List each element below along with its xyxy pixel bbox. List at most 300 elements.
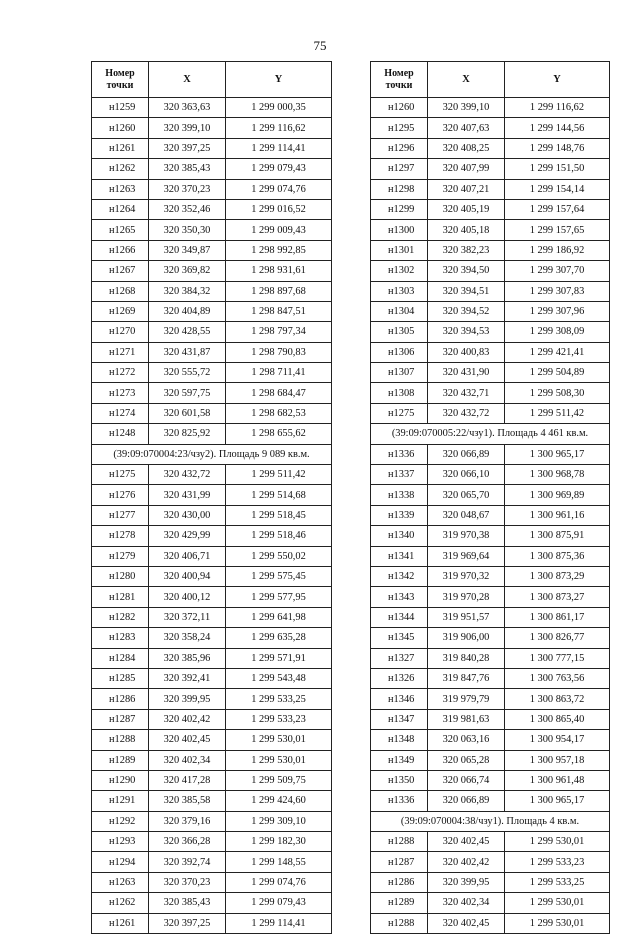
- page-number: 75: [313, 38, 327, 53]
- x-coordinate-cell: 320 363,63: [149, 98, 226, 118]
- x-coordinate-cell: 320 397,25: [149, 913, 226, 933]
- x-coordinate-cell: 320 065,28: [428, 750, 505, 770]
- point-number-cell: н1285: [92, 668, 149, 688]
- table-row: [92, 607, 332, 627]
- table-row: [92, 261, 332, 281]
- x-coordinate-cell: 320 392,74: [149, 852, 226, 872]
- table-row: [92, 730, 332, 750]
- table-row: [92, 240, 332, 260]
- point-number-cell: н1300: [371, 220, 428, 240]
- header-x: X: [428, 62, 505, 98]
- point-number-cell: н1303: [371, 281, 428, 301]
- x-coordinate-cell: 320 555,72: [149, 363, 226, 383]
- x-coordinate-cell: 320 370,23: [149, 179, 226, 199]
- point-number-cell: н1278: [92, 526, 149, 546]
- table-row: [92, 648, 332, 668]
- x-coordinate-cell: 320 402,45: [149, 730, 226, 750]
- x-coordinate-cell: 319 981,63: [428, 709, 505, 729]
- point-number-cell: н1265: [92, 220, 149, 240]
- y-coordinate-cell: 1 299 571,91: [226, 648, 332, 668]
- y-coordinate-cell: 1 299 307,83: [505, 281, 610, 301]
- point-number-cell: н1261: [92, 138, 149, 158]
- y-coordinate-cell: 1 299 186,92: [505, 240, 610, 260]
- x-coordinate-cell: 320 369,82: [149, 261, 226, 281]
- table-row: [92, 505, 332, 525]
- y-coordinate-cell: 1 299 641,98: [226, 607, 332, 627]
- point-number-cell: н1340: [371, 526, 428, 546]
- y-coordinate-cell: 1 300 826,77: [505, 628, 610, 648]
- table-row: [371, 607, 610, 627]
- x-coordinate-cell: 320 402,34: [149, 750, 226, 770]
- x-coordinate-cell: 319 970,32: [428, 566, 505, 586]
- point-number-cell: н1275: [92, 465, 149, 485]
- x-coordinate-cell: 320 397,25: [149, 138, 226, 158]
- x-coordinate-cell: 320 048,67: [428, 505, 505, 525]
- point-number-cell: н1263: [92, 179, 149, 199]
- table-row: [371, 138, 610, 158]
- header-point-number: Номер точки: [92, 62, 149, 98]
- x-coordinate-cell: 320 394,51: [428, 281, 505, 301]
- x-coordinate-cell: 320 066,10: [428, 465, 505, 485]
- table-row: [92, 199, 332, 219]
- table-row: [371, 587, 610, 607]
- point-number-cell: н1347: [371, 709, 428, 729]
- x-coordinate-cell: 320 430,00: [149, 505, 226, 525]
- table-row: [371, 444, 610, 464]
- x-coordinate-cell: 320 404,89: [149, 301, 226, 321]
- point-number-cell: н1295: [371, 118, 428, 138]
- table-row: [92, 138, 332, 158]
- header-y: Y: [226, 62, 332, 98]
- point-number-cell: н1339: [371, 505, 428, 525]
- y-coordinate-cell: 1 299 530,01: [505, 913, 610, 933]
- point-number-cell: н1248: [92, 424, 149, 444]
- table-body-right: [371, 98, 610, 934]
- table-row: [92, 98, 332, 118]
- point-number-cell: н1306: [371, 342, 428, 362]
- point-number-cell: н1272: [92, 363, 149, 383]
- table-row: [371, 526, 610, 546]
- x-coordinate-cell: 320 408,25: [428, 138, 505, 158]
- point-number-cell: н1304: [371, 301, 428, 321]
- x-coordinate-cell: 320 402,42: [428, 852, 505, 872]
- x-coordinate-cell: 320 431,90: [428, 363, 505, 383]
- table-row: [92, 383, 332, 403]
- y-coordinate-cell: 1 300 875,91: [505, 526, 610, 546]
- y-coordinate-cell: 1 299 530,01: [505, 832, 610, 852]
- y-coordinate-cell: 1 299 575,45: [226, 566, 332, 586]
- x-coordinate-cell: 320 402,45: [428, 913, 505, 933]
- table-row: [92, 159, 332, 179]
- point-number-cell: н1270: [92, 322, 149, 342]
- x-coordinate-cell: 320 431,99: [149, 485, 226, 505]
- table-row: [92, 301, 332, 321]
- section-title: (39:09:070004:38/чзу1). Площадь 4 кв.м.: [371, 811, 610, 831]
- table-row: [92, 689, 332, 709]
- point-number-cell: н1281: [92, 587, 149, 607]
- table-row: [92, 179, 332, 199]
- x-coordinate-cell: 320 366,28: [149, 832, 226, 852]
- point-number-cell: н1296: [371, 138, 428, 158]
- point-number-cell: н1259: [92, 98, 149, 118]
- table-row: [92, 852, 332, 872]
- point-number-cell: н1288: [92, 730, 149, 750]
- section-title: (39:09:070005:22/чзу1). Площадь 4 461 кв.м.: [371, 424, 610, 444]
- y-coordinate-cell: 1 299 511,42: [226, 465, 332, 485]
- x-coordinate-cell: 320 407,63: [428, 118, 505, 138]
- table-row: [92, 832, 332, 852]
- table-row: [92, 485, 332, 505]
- y-coordinate-cell: 1 299 114,41: [226, 913, 332, 933]
- y-coordinate-cell: 1 300 954,17: [505, 730, 610, 750]
- y-coordinate-cell: 1 299 307,70: [505, 261, 610, 281]
- point-number-cell: н1262: [92, 893, 149, 913]
- table-row: [371, 220, 610, 240]
- header-point-number: Номер точки: [371, 62, 428, 98]
- x-coordinate-cell: 320 066,74: [428, 770, 505, 790]
- point-number-cell: н1286: [371, 872, 428, 892]
- x-coordinate-cell: 320 385,58: [149, 791, 226, 811]
- table-row: [371, 342, 610, 362]
- x-coordinate-cell: 320 399,95: [149, 689, 226, 709]
- point-number-cell: н1337: [371, 465, 428, 485]
- table-row: [371, 770, 610, 790]
- x-coordinate-cell: 320 432,71: [428, 383, 505, 403]
- x-coordinate-cell: 320 597,75: [149, 383, 226, 403]
- y-coordinate-cell: 1 299 511,42: [505, 403, 610, 423]
- y-coordinate-cell: 1 300 957,18: [505, 750, 610, 770]
- point-number-cell: н1298: [371, 179, 428, 199]
- y-coordinate-cell: 1 299 079,43: [226, 893, 332, 913]
- table-row: [371, 465, 610, 485]
- coordinates-table-left: [91, 61, 332, 934]
- table-row: [371, 566, 610, 586]
- point-number-cell: н1271: [92, 342, 149, 362]
- x-coordinate-cell: 320 372,11: [149, 607, 226, 627]
- y-coordinate-cell: 1 299 157,64: [505, 199, 610, 219]
- table-row: [371, 893, 610, 913]
- x-coordinate-cell: 320 065,70: [428, 485, 505, 505]
- table-row: [371, 98, 610, 118]
- x-coordinate-cell: 320 384,32: [149, 281, 226, 301]
- y-coordinate-cell: 1 300 873,29: [505, 566, 610, 586]
- table-row: [371, 546, 610, 566]
- x-coordinate-cell: 320 402,45: [428, 832, 505, 852]
- table-row: [371, 709, 610, 729]
- section-header-row: [92, 444, 332, 464]
- y-coordinate-cell: 1 300 961,16: [505, 505, 610, 525]
- point-number-cell: н1264: [92, 199, 149, 219]
- y-coordinate-cell: 1 299 530,01: [226, 730, 332, 750]
- y-coordinate-cell: 1 299 000,35: [226, 98, 332, 118]
- y-coordinate-cell: 1 298 992,85: [226, 240, 332, 260]
- point-number-cell: н1287: [92, 709, 149, 729]
- table-row: [371, 383, 610, 403]
- x-coordinate-cell: 319 847,76: [428, 668, 505, 688]
- x-coordinate-cell: 320 432,72: [149, 465, 226, 485]
- y-coordinate-cell: 1 298 711,41: [226, 363, 332, 383]
- x-coordinate-cell: 320 399,10: [149, 118, 226, 138]
- y-coordinate-cell: 1 299 533,23: [226, 709, 332, 729]
- y-coordinate-cell: 1 300 969,89: [505, 485, 610, 505]
- y-coordinate-cell: 1 299 421,41: [505, 342, 610, 362]
- point-number-cell: н1269: [92, 301, 149, 321]
- y-coordinate-cell: 1 300 863,72: [505, 689, 610, 709]
- table-row: [92, 281, 332, 301]
- y-coordinate-cell: 1 300 777,15: [505, 648, 610, 668]
- x-coordinate-cell: 320 399,95: [428, 872, 505, 892]
- coordinates-table-right: [370, 61, 610, 934]
- x-coordinate-cell: 320 394,53: [428, 322, 505, 342]
- table-row: [92, 628, 332, 648]
- header-x: X: [149, 62, 226, 98]
- x-coordinate-cell: 320 382,23: [428, 240, 505, 260]
- point-number-cell: н1289: [92, 750, 149, 770]
- x-coordinate-cell: 320 349,87: [149, 240, 226, 260]
- x-coordinate-cell: 320 066,89: [428, 444, 505, 464]
- y-coordinate-cell: 1 298 931,61: [226, 261, 332, 281]
- point-number-cell: н1262: [92, 159, 149, 179]
- x-coordinate-cell: 320 400,12: [149, 587, 226, 607]
- table-row: [371, 363, 610, 383]
- header-y: Y: [505, 62, 610, 98]
- y-coordinate-cell: 1 300 865,40: [505, 709, 610, 729]
- x-coordinate-cell: 320 407,99: [428, 159, 505, 179]
- point-number-cell: н1266: [92, 240, 149, 260]
- point-number-cell: н1274: [92, 403, 149, 423]
- table-row: [92, 893, 332, 913]
- point-number-cell: н1350: [371, 770, 428, 790]
- table-row: [371, 118, 610, 138]
- table-header-row: [371, 62, 610, 98]
- table-row: [371, 179, 610, 199]
- point-number-cell: н1261: [92, 913, 149, 933]
- x-coordinate-cell: 320 601,58: [149, 403, 226, 423]
- y-coordinate-cell: 1 299 016,52: [226, 199, 332, 219]
- table-row: [92, 913, 332, 933]
- x-coordinate-cell: 319 951,57: [428, 607, 505, 627]
- y-coordinate-cell: 1 298 897,68: [226, 281, 332, 301]
- table-row: [92, 322, 332, 342]
- point-number-cell: н1284: [92, 648, 149, 668]
- x-coordinate-cell: 320 405,18: [428, 220, 505, 240]
- y-coordinate-cell: 1 300 965,17: [505, 791, 610, 811]
- x-coordinate-cell: 319 969,64: [428, 546, 505, 566]
- x-coordinate-cell: 320 402,34: [428, 893, 505, 913]
- y-coordinate-cell: 1 299 182,30: [226, 832, 332, 852]
- point-number-cell: н1288: [371, 832, 428, 852]
- point-number-cell: н1276: [92, 485, 149, 505]
- table-row: [371, 628, 610, 648]
- table-row: [92, 811, 332, 831]
- point-number-cell: н1289: [371, 893, 428, 913]
- section-header-row: [371, 811, 610, 831]
- table-row: [92, 566, 332, 586]
- point-number-cell: н1327: [371, 648, 428, 668]
- x-coordinate-cell: 320 407,21: [428, 179, 505, 199]
- x-coordinate-cell: 320 394,50: [428, 261, 505, 281]
- x-coordinate-cell: 319 906,00: [428, 628, 505, 648]
- point-number-cell: н1279: [92, 546, 149, 566]
- x-coordinate-cell: 319 979,79: [428, 689, 505, 709]
- point-number-cell: н1277: [92, 505, 149, 525]
- point-number-cell: н1299: [371, 199, 428, 219]
- point-number-cell: н1260: [92, 118, 149, 138]
- x-coordinate-cell: 320 394,52: [428, 301, 505, 321]
- y-coordinate-cell: 1 299 009,43: [226, 220, 332, 240]
- table-row: [92, 872, 332, 892]
- y-coordinate-cell: 1 298 682,53: [226, 403, 332, 423]
- y-coordinate-cell: 1 300 961,48: [505, 770, 610, 790]
- table-body-left: [92, 98, 332, 934]
- table-row: [371, 322, 610, 342]
- point-number-cell: н1275: [371, 403, 428, 423]
- table-row: [371, 648, 610, 668]
- y-coordinate-cell: 1 298 684,47: [226, 383, 332, 403]
- x-coordinate-cell: 320 400,94: [149, 566, 226, 586]
- table-row: [92, 465, 332, 485]
- y-coordinate-cell: 1 300 861,17: [505, 607, 610, 627]
- x-coordinate-cell: 320 385,96: [149, 648, 226, 668]
- table-row: [371, 730, 610, 750]
- point-number-cell: н1293: [92, 832, 149, 852]
- x-coordinate-cell: 320 432,72: [428, 403, 505, 423]
- table-row: [92, 118, 332, 138]
- table-row: [92, 709, 332, 729]
- y-coordinate-cell: 1 299 518,45: [226, 505, 332, 525]
- table-row: [371, 750, 610, 770]
- x-coordinate-cell: 320 405,19: [428, 199, 505, 219]
- x-coordinate-cell: 319 970,28: [428, 587, 505, 607]
- point-number-cell: н1297: [371, 159, 428, 179]
- table-row: [371, 852, 610, 872]
- table-row: [92, 770, 332, 790]
- table-row: [371, 668, 610, 688]
- y-coordinate-cell: 1 299 550,02: [226, 546, 332, 566]
- y-coordinate-cell: 1 298 797,34: [226, 322, 332, 342]
- point-number-cell: н1290: [92, 770, 149, 790]
- table-row: [92, 526, 332, 546]
- table-row: [371, 485, 610, 505]
- x-coordinate-cell: 320 392,41: [149, 668, 226, 688]
- x-coordinate-cell: 320 399,10: [428, 98, 505, 118]
- point-number-cell: н1287: [371, 852, 428, 872]
- y-coordinate-cell: 1 299 508,30: [505, 383, 610, 403]
- table-row: [371, 872, 610, 892]
- table-row: [92, 403, 332, 423]
- x-coordinate-cell: 320 429,99: [149, 526, 226, 546]
- point-number-cell: н1260: [371, 98, 428, 118]
- table-row: [92, 791, 332, 811]
- table-row: [92, 342, 332, 362]
- y-coordinate-cell: 1 299 577,95: [226, 587, 332, 607]
- table-header-row: [92, 62, 332, 98]
- section-title: (39:09:070004:23/чзу2). Площадь 9 089 кв.м.: [92, 444, 332, 464]
- y-coordinate-cell: 1 300 875,36: [505, 546, 610, 566]
- point-number-cell: н1338: [371, 485, 428, 505]
- table-row: [371, 159, 610, 179]
- x-coordinate-cell: 320 358,24: [149, 628, 226, 648]
- y-coordinate-cell: 1 300 965,17: [505, 444, 610, 464]
- table-row: [371, 791, 610, 811]
- y-coordinate-cell: 1 299 114,41: [226, 138, 332, 158]
- y-coordinate-cell: 1 299 157,65: [505, 220, 610, 240]
- point-number-cell: н1344: [371, 607, 428, 627]
- table-row: [92, 546, 332, 566]
- point-number-cell: н1268: [92, 281, 149, 301]
- point-number-cell: н1308: [371, 383, 428, 403]
- x-coordinate-cell: 320 428,55: [149, 322, 226, 342]
- y-coordinate-cell: 1 300 968,78: [505, 465, 610, 485]
- table-row: [371, 505, 610, 525]
- y-coordinate-cell: 1 299 424,60: [226, 791, 332, 811]
- x-coordinate-cell: 320 417,28: [149, 770, 226, 790]
- y-coordinate-cell: 1 299 308,09: [505, 322, 610, 342]
- point-number-cell: н1282: [92, 607, 149, 627]
- point-number-cell: н1345: [371, 628, 428, 648]
- y-coordinate-cell: 1 299 074,76: [226, 872, 332, 892]
- y-coordinate-cell: 1 299 074,76: [226, 179, 332, 199]
- point-number-cell: н1307: [371, 363, 428, 383]
- y-coordinate-cell: 1 299 309,10: [226, 811, 332, 831]
- point-number-cell: н1346: [371, 689, 428, 709]
- x-coordinate-cell: 319 840,28: [428, 648, 505, 668]
- point-number-cell: н1342: [371, 566, 428, 586]
- y-coordinate-cell: 1 300 763,56: [505, 668, 610, 688]
- point-number-cell: н1267: [92, 261, 149, 281]
- point-number-cell: н1341: [371, 546, 428, 566]
- point-number-cell: н1292: [92, 811, 149, 831]
- x-coordinate-cell: 320 379,16: [149, 811, 226, 831]
- table-row: [371, 913, 610, 933]
- x-coordinate-cell: 320 402,42: [149, 709, 226, 729]
- x-coordinate-cell: 320 350,30: [149, 220, 226, 240]
- table-row: [92, 668, 332, 688]
- x-coordinate-cell: 320 406,71: [149, 546, 226, 566]
- x-coordinate-cell: 320 385,43: [149, 159, 226, 179]
- y-coordinate-cell: 1 299 530,01: [226, 750, 332, 770]
- table-row: [371, 281, 610, 301]
- y-coordinate-cell: 1 299 533,25: [226, 689, 332, 709]
- y-coordinate-cell: 1 299 514,68: [226, 485, 332, 505]
- x-coordinate-cell: 320 385,43: [149, 893, 226, 913]
- y-coordinate-cell: 1 299 151,50: [505, 159, 610, 179]
- x-coordinate-cell: 320 352,46: [149, 199, 226, 219]
- table-row: [371, 832, 610, 852]
- y-coordinate-cell: 1 298 790,83: [226, 342, 332, 362]
- table-row: [371, 240, 610, 260]
- y-coordinate-cell: 1 300 873,27: [505, 587, 610, 607]
- point-number-cell: н1349: [371, 750, 428, 770]
- y-coordinate-cell: 1 299 533,23: [505, 852, 610, 872]
- point-number-cell: н1336: [371, 791, 428, 811]
- point-number-cell: н1273: [92, 383, 149, 403]
- table-row: [371, 301, 610, 321]
- y-coordinate-cell: 1 299 509,75: [226, 770, 332, 790]
- y-coordinate-cell: 1 299 116,62: [226, 118, 332, 138]
- table-row: [92, 587, 332, 607]
- x-coordinate-cell: 320 063,16: [428, 730, 505, 750]
- point-number-cell: н1280: [92, 566, 149, 586]
- point-number-cell: н1302: [371, 261, 428, 281]
- table-row: [92, 220, 332, 240]
- y-coordinate-cell: 1 299 307,96: [505, 301, 610, 321]
- section-header-row: [371, 424, 610, 444]
- point-number-cell: н1326: [371, 668, 428, 688]
- y-coordinate-cell: 1 299 533,25: [505, 872, 610, 892]
- table-row: [371, 199, 610, 219]
- point-number-cell: н1286: [92, 689, 149, 709]
